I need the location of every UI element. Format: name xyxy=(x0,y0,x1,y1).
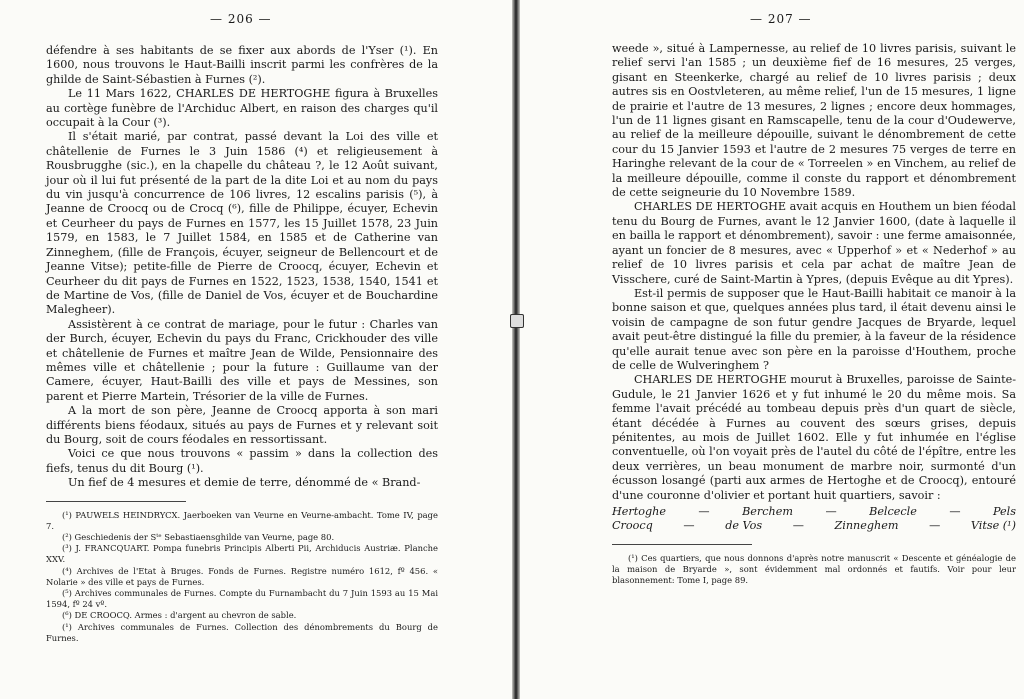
book-gutter xyxy=(512,0,520,699)
dash-separator: — xyxy=(698,505,710,518)
dash-separator: — xyxy=(792,519,804,533)
genealogy-row xyxy=(612,519,1016,533)
quarter-name: Berchem xyxy=(742,505,793,518)
footnote-divider xyxy=(46,501,186,502)
dash-separator: — xyxy=(949,505,961,518)
paragraph: Est-il permis de supposer que le Haut-Bailli habitait ce manoir à la bonne saison et que, quelques années plus tard, il était devenu ainsi le voisin de campagne de son futur gendre Jacques de Bryarde, lequel avait peut-être distingué la fille du premier, à la faveur de la résidence qu'elle aurait tenue avec son père en la paroisse d'Houthem, proche de celle de Wulveringhem ? xyxy=(612,286,1016,372)
paragraph: défendre à ses habitants de se fixer aux abords de l'Yser (¹). En 1600, nous trouvons le Haut-Bailli inscrit parmi les confrères de la ghilde de Saint-Sébastien à Furnes (²). xyxy=(46,44,438,86)
quarter-name: Vitse (¹) xyxy=(970,519,1016,533)
genealogy-quarters xyxy=(612,505,1016,534)
quarter-name: de Vos xyxy=(725,519,763,533)
genealogy-row xyxy=(612,505,1016,519)
quarter-name: Zinneghem xyxy=(834,519,899,533)
footnote: (⁶) DE CROOCQ. Armes : d'argent au chevron de sable. xyxy=(62,610,297,621)
footnote: (⁴) Archives de l'Etat à Bruges. Fonds de Furnes. Registre numéro 1612, fº 456. « Nolarie » des ville et pays de Furnes. xyxy=(46,565,438,587)
dash-separator: — xyxy=(683,519,695,533)
dash-separator: — xyxy=(825,505,837,518)
quarter-name: Belcecle xyxy=(869,505,917,518)
paragraph: Le 11 Mars 1622, CHARLES DE HERTOGHE figura à Bruxelles au cortège funèbre de l'Archiduc Albert, en raison des charges qu'il occupait à la Cour (³). xyxy=(46,87,438,130)
footnotes xyxy=(46,510,438,644)
right-page xyxy=(520,0,1024,699)
paragraph: Voici ce que nous trouvons « passim » dans la collection des fiefs, tenus du dit Bourg (¹). xyxy=(46,447,438,475)
footnote-divider xyxy=(612,544,752,545)
quarter-name: Pels xyxy=(993,505,1016,518)
page-number: — 206 — xyxy=(210,12,272,26)
footnote: (⁵) Archives communales de Furnes. Compte du Furnambacht du 7 Juin 1593 au 15 Mai 1594, fº 24 vº. xyxy=(46,588,438,610)
page-number: — 207 — xyxy=(750,12,812,26)
paragraph: weede », situé à Lampernesse, au relief de 10 livres parisis, suivant le relief servi l'an 1585 ; un deuxième fief de 16 mesures, 25 verges, gisant en Steenkerke, chargé au relief de 10 livres parisis ; deux autres sis en Oostvleteren, au même relief, l'un de 15 mesures, 1 ligne de prairie et l'autre de 13 mesures, 2 lignes ; encore deux hommages, l'un de 11 lignes gisant en Ramscapelle, tenu de la cour d'Oudewerve, au relief de la meilleure dépouille, suivant le dénombrement de cette cour du 15 Janvier 1593 et l'autre de 2 mesures 75 verges de terre en Haringhe relevant de la cour de « Torreelen » en Vinchem, au relief de la meilleure dépouille, comme il conste du rapport et dénombrement de cette seigneurie du 10 Novembre 1589. xyxy=(612,42,1016,200)
footnote: (²) Geschiedenis der Sᵗᵉ Sebastiaensghilde van Veurne, page 80. xyxy=(62,532,335,542)
footnote: (³) J. FRANCQUART. Pompa funebris Principis Alberti Pii, Archiducis Austriæ. Planche XXV. xyxy=(46,543,438,565)
dash-separator: — xyxy=(929,519,941,533)
footnote: (¹) Archives communales de Furnes. Collection des dénombrements du Bourg de Furnes. xyxy=(46,621,438,643)
paragraph: Assistèrent à ce contrat de mariage, pour le futur : Charles van der Burch, écuyer, Echevin du pays du Franc, Crickhouder des ville et châtellenie de Furnes et maître Jean de Wilde, Pensionnaire des mêmes ville et châtellenie ; pour la future : Guillaume van der Camere, écuyer, Haut-Bailli des ville et pays de Messines, son parent et Pierre Martein, Trésorier de la ville de Furnes. xyxy=(46,317,438,403)
left-body xyxy=(46,44,438,644)
paragraph: Un fief de 4 mesures et demie de terre, dénommé de « Brand- xyxy=(68,476,421,490)
paragraph: CHARLES DE HERTOGHE avait acquis en Houthem un bien féodal tenu du Bourg de Furnes, avant le 12 Janvier 1600, (date à laquelle il en bailla le rapport et dénombrement), savoir : une ferme amaisonnée, ayant un foncier de 8 mesures, avec « Upperhof » et « Nederhof » au relief de 10 livres parisis et cela par achat de maître Jean de Visschere, curé de Saint-Martin à Ypres, (depuis Evêque au dit Ypres). xyxy=(612,200,1016,286)
footnote: (¹) PAUWELS HEINDRYCX. Jaerboeken van Veurne en Veurne-ambacht. Tome IV, page 7. xyxy=(46,509,438,531)
paragraph: A la mort de son père, Jeanne de Croocq apporta à son mari différents biens féodaux, situés au pays de Furnes et y relevant soit du Bourg, soit de cours féodales en ressortissant. xyxy=(46,404,438,446)
paragraph: CHARLES DE HERTOGHE mourut à Bruxelles, paroisse de Sainte-Gudule, le 21 Janvier 1626 et y fut inhumé le 20 du même mois. Sa femme l'avait précédé au tombeau depuis près d'un quart de siècle, étant décédée à Furnes au couvent des sœurs grises, depuis pénitentes, au mois de Juillet 1602. Elle y fut inhumée en l'église conventuelle, où l'on voyait près de l'autel du côté de l'épître, entre les deux verrières, un beau monument de marbre noir, surmonté d'un écusson losangé (parti aux armes de Hertoghe et de Croocq), entouré d'une couronne d'olivier et portant huit quartiers, savoir : xyxy=(612,373,1016,502)
paragraph: Il s'était marié, par contrat, passé devant la Loi des ville et châtellenie de Furnes le 3 Juin 1586 (⁴) et religieusement à Rousbrugghe (sic.), en la chapelle du château ?, le 12 Août suivant, jour où il lui fut présenté de la part de la dite Loi et au nom du pays du vin jusqu'à concurrence de 106 livres, 12 escalins parisis (⁵), à Jeanne de Croocq ou de Crocq (⁶), fille de Philippe, écuyer, Echevin et Ceurheer du pays de Furnes en 1577, les 15 Juillet 1578, 23 Juin 1579, en 1583, le 7 Juillet 1584, en 1585 et de Catherine van Zinneghem, (fille de François, écuyer, seigneur de Bellencourt et de Jeanne Vitse); petite-fille de Pierre de Croocq, écuyer, Echevin et Ceurheer du dit pays de Furnes en 1522, 1523, 1538, 1540, 1541 et de Martine de Vos, (fille de Daniel de Vos, écuyer et de Bouchardine Malegheer). xyxy=(46,130,438,317)
right-body xyxy=(612,42,1016,586)
quarter-name: Croocq xyxy=(612,519,653,533)
quarter-name: Hertoghe xyxy=(612,505,666,518)
footnotes xyxy=(612,553,1016,587)
footnote: (¹) Ces quartiers, que nous donnons d'après notre manuscrit « Descente et généalogie de la maison de Bryarde », sont évidemment mal ordonnés et fautifs. Voir pour leur blasonnement: Tome I, page 89. xyxy=(612,552,1016,586)
